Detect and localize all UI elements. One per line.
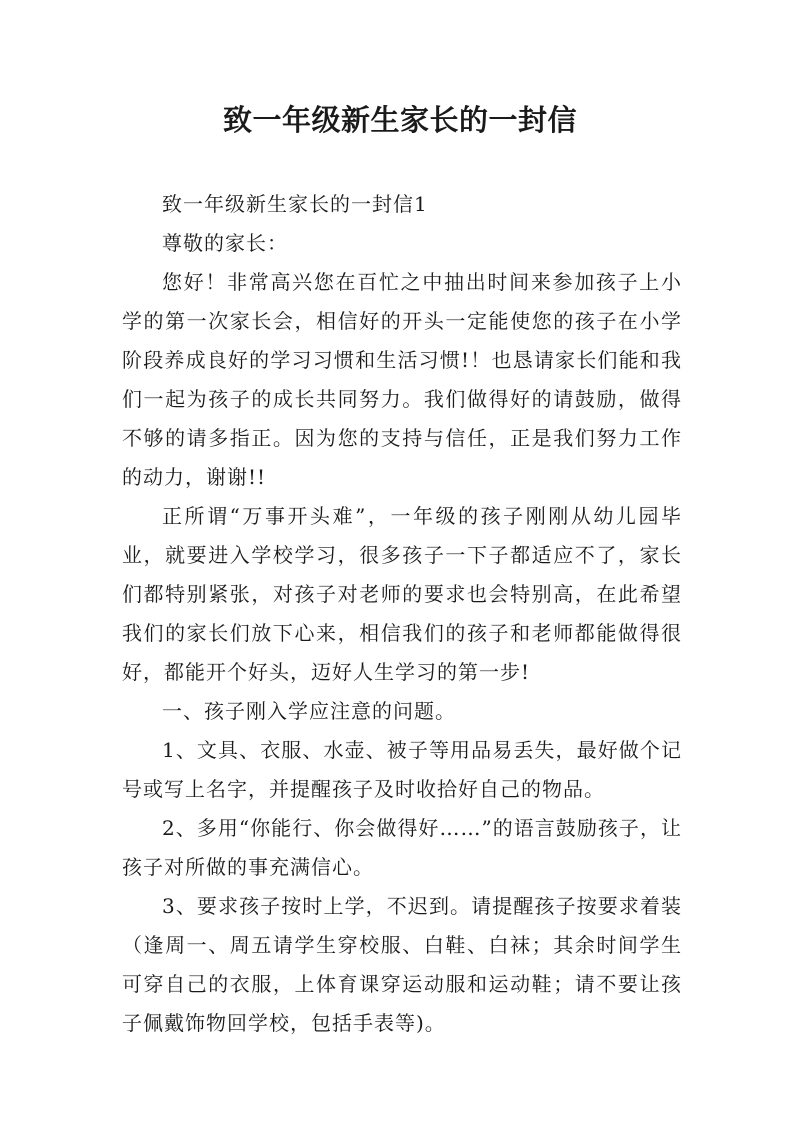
document-title: 致一年级新生家长的一封信 [222, 103, 577, 137]
salutation: 尊敬的家长： [162, 231, 288, 255]
body-paragraph: 正所谓“万事开头难”，一年级的孩子刚刚从幼儿园毕业，就要进入学校学习，很多孩子一下子都适应不了，家长们都特别紧张，对孩子对老师的要求也会特别高，在此希望我们的家长们放下心来，相信我们的孩子和老师都能做得很好，都能开个好头，迈好人生学习的第一步! [122, 504, 682, 684]
letter-heading: 致一年级新生家长的一封信1 [162, 192, 428, 216]
section-heading: 一、孩子刚入学应注意的问题。 [162, 699, 456, 723]
list-item: 3、要求孩子按时上学，不迟到。请提醒孩子按要求着装（逢周一、周五请学生穿校服、白鞋、白袜；其余时间学生可穿自己的衣服，上体育课穿运动服和运动鞋；请不要让孩子佩戴饰物回学校，包括手表等)。 [122, 894, 682, 1035]
body-paragraph: 您好！非常高兴您在百忙之中抽出时间来参加孩子上小学的第一次家长会，相信好的开头一定能使您的孩子在小学阶段养成良好的学习习惯和生活习惯!！也恳请家长们能和我们一起为孩子的成长共同努力。我们做得好的请鼓励，做得不够的请多指正。因为您的支持与信任，正是我们努力工作的动力，谢谢!! [122, 270, 682, 489]
list-item: 1、文具、衣服、水壶、被子等用品易丢失，最好做个记号或写上名字，并提醒孩子及时收拾好自己的物品。 [122, 738, 682, 801]
document-body [122, 185, 682, 1043]
list-item: 2、多用“你能行、你会做得好……”的语言鼓励孩子，让孩子对所做的事充满信心。 [122, 816, 682, 879]
